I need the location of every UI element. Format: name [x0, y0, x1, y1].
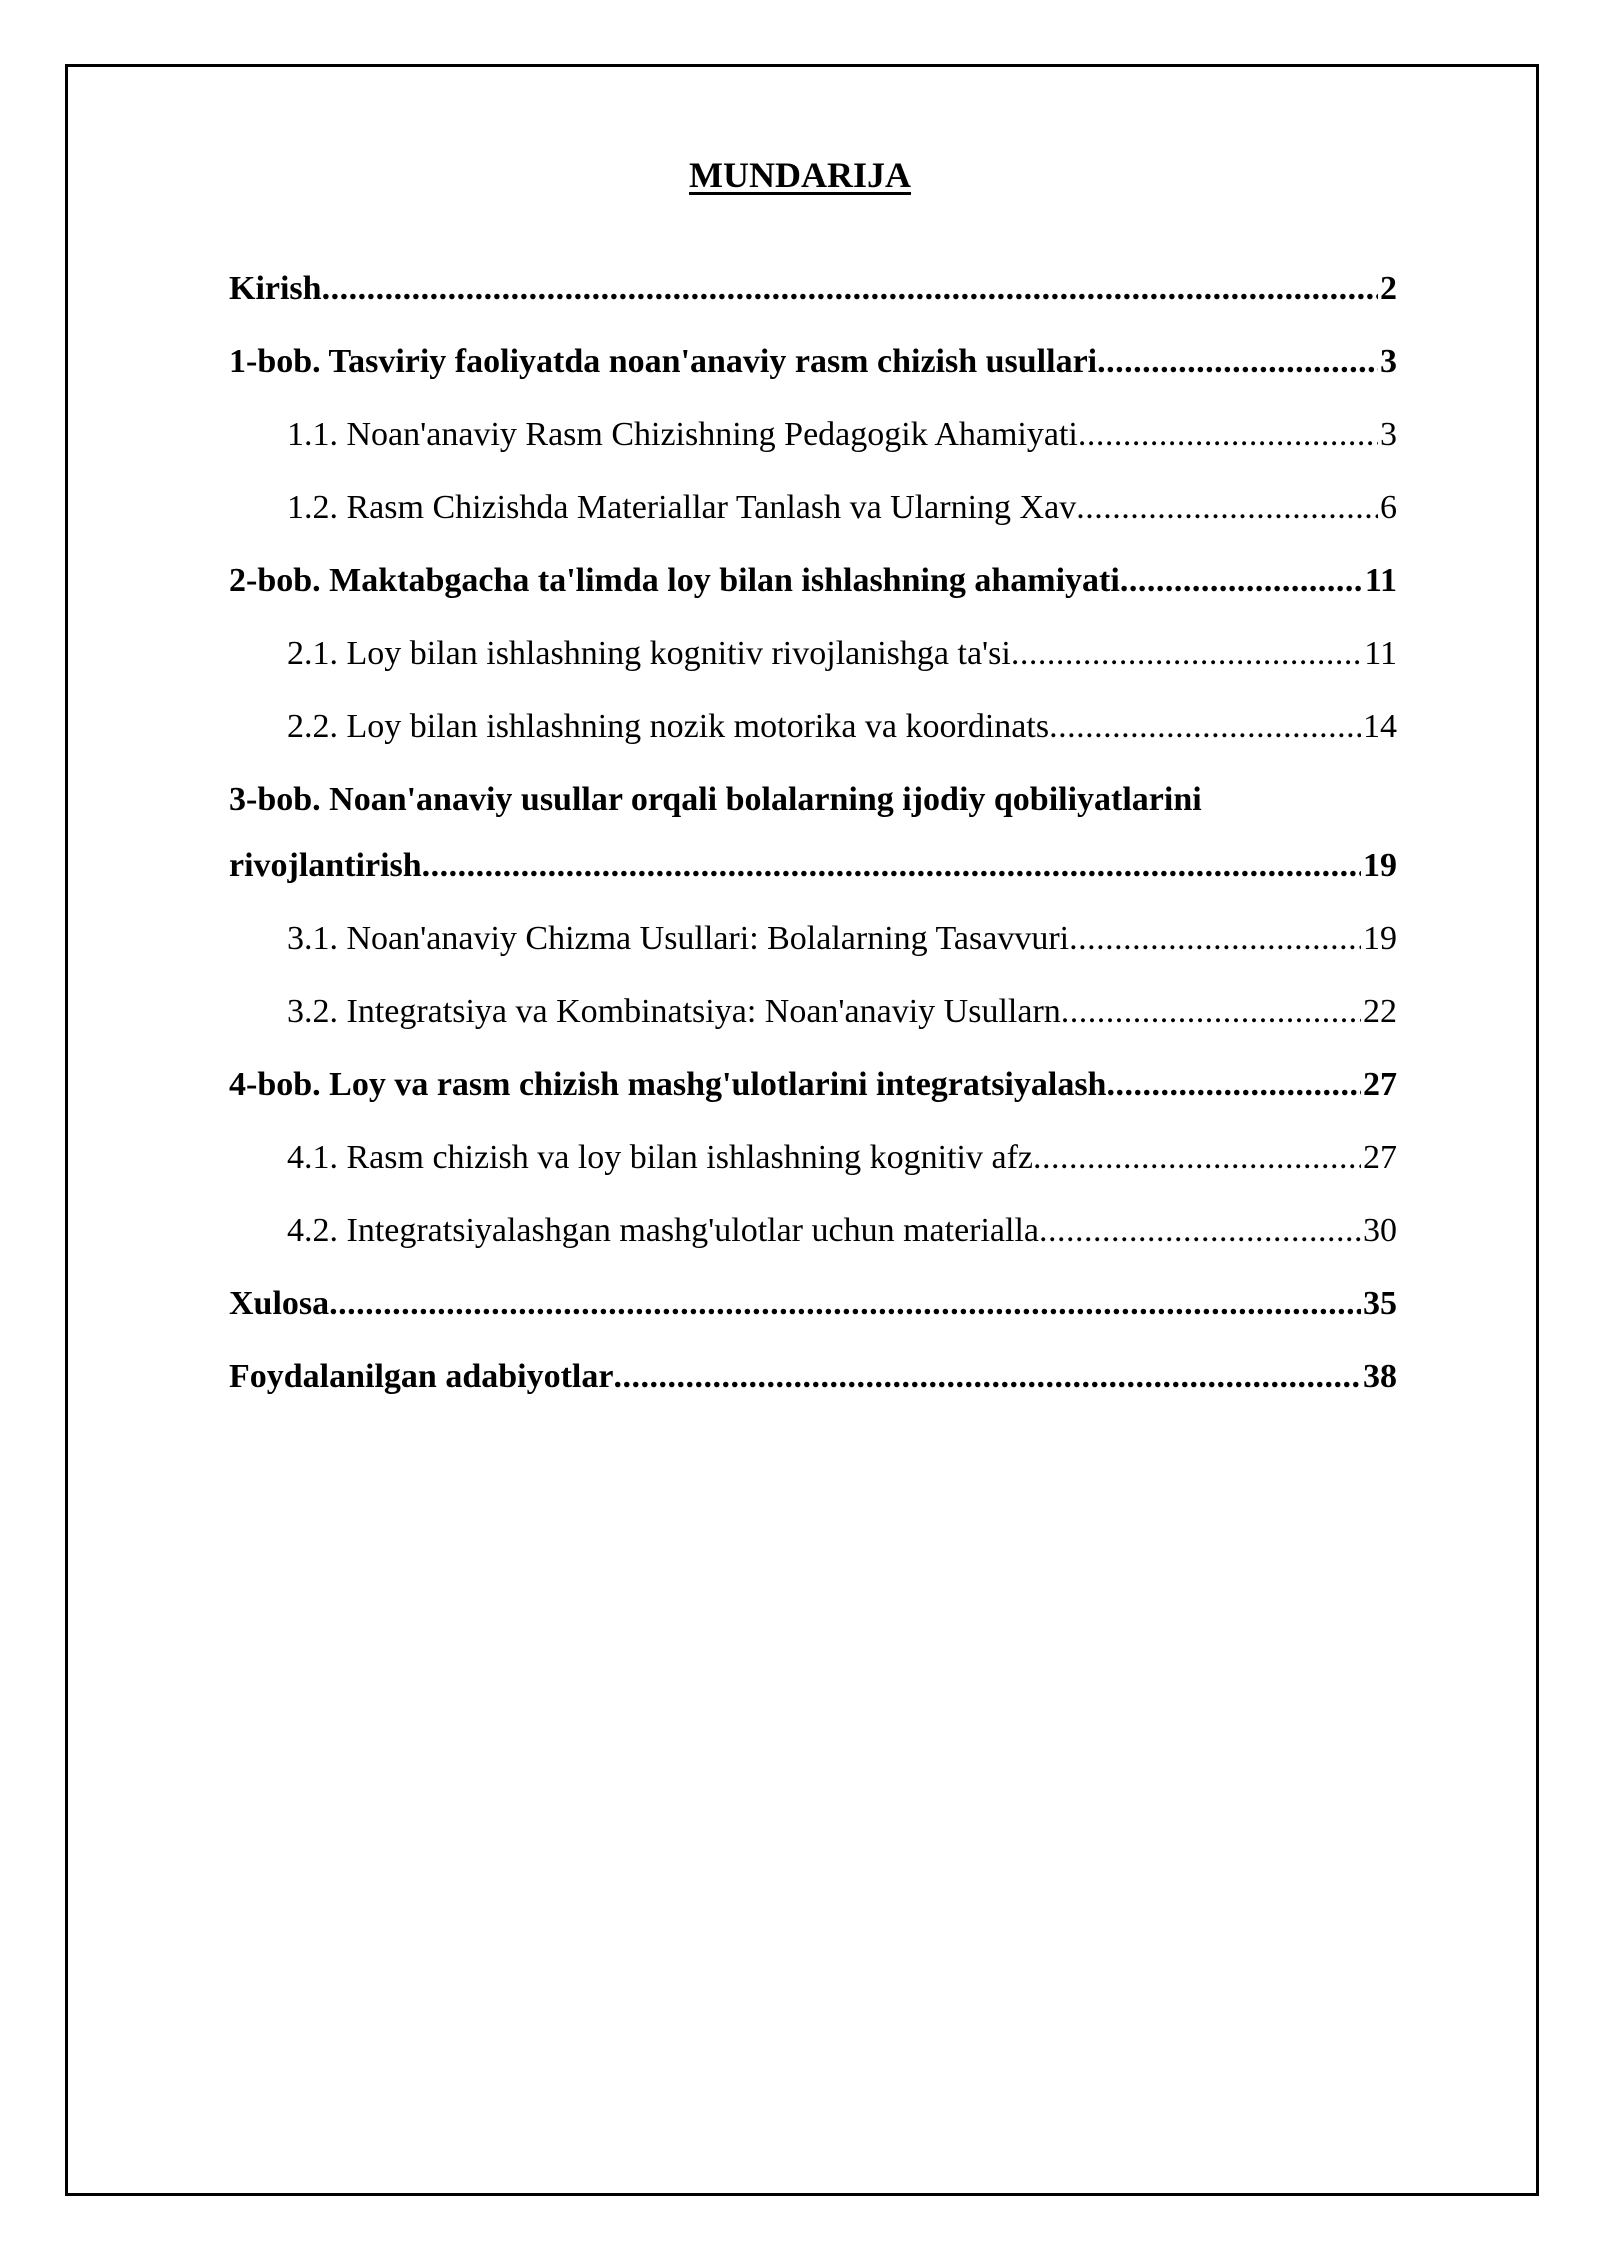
toc-entry-section-3-2[interactable]	[229, 989, 1397, 1062]
toc-leader-dots	[1076, 485, 1378, 531]
toc-page-number: 27	[1363, 1139, 1397, 1176]
toc-leader-dots	[322, 266, 1378, 312]
toc-page-number: 35	[1363, 1285, 1397, 1322]
toc-leader-dots	[1061, 989, 1361, 1035]
toc-page-number: 22	[1363, 993, 1397, 1030]
toc-entry-label: 2.2. Loy bilan ishlashning nozik motorika va koordinats	[287, 708, 1050, 745]
toc-entry-label: 3.1. Noan'anaviy Chizma Usullari: Bolalarning Tasavvuri	[287, 920, 1070, 957]
toc-leader-dots	[1033, 1135, 1361, 1181]
toc-page-number: 30	[1363, 1212, 1397, 1249]
toc-entry-references[interactable]	[229, 1354, 1397, 1427]
toc-leader-dots	[1120, 558, 1363, 604]
toc-entry-kirish[interactable]	[229, 266, 1397, 339]
toc-page-number: 19	[1363, 920, 1397, 957]
toc-page-number: 11	[1364, 562, 1397, 599]
toc-entry-section-4-1[interactable]	[229, 1135, 1397, 1208]
toc-entry-section-4-2[interactable]	[229, 1208, 1397, 1281]
toc-leader-dots	[329, 1281, 1361, 1327]
toc-entry-section-3-1[interactable]	[229, 916, 1397, 989]
toc-page-number: 14	[1363, 708, 1397, 745]
toc-entry-section-2-2[interactable]	[229, 704, 1397, 777]
toc-entry-section-1-1[interactable]	[229, 412, 1397, 485]
table-of-contents	[229, 266, 1397, 1427]
toc-entry-label-line-2: rivojlantirish	[229, 847, 422, 884]
toc-entry-xulosa[interactable]	[229, 1281, 1397, 1354]
toc-entry-label: Kirish	[229, 270, 322, 307]
toc-page-number: 3	[1380, 416, 1397, 453]
toc-page-number: 6	[1380, 489, 1397, 526]
toc-entry-label: Xulosa	[229, 1285, 330, 1322]
toc-page-number: 2	[1380, 270, 1397, 307]
toc-leader-dots	[613, 1354, 1361, 1400]
toc-entry-section-1-2[interactable]	[229, 485, 1397, 558]
toc-entry-chapter-1[interactable]	[229, 339, 1397, 412]
toc-entry-label: 1.1. Noan'anaviy Rasm Chizishning Pedagogik Ahamiyati	[287, 416, 1078, 453]
toc-leader-dots	[1078, 412, 1378, 458]
toc-entry-section-2-1[interactable]	[229, 631, 1397, 704]
toc-page-number: 11	[1364, 635, 1397, 672]
toc-entry-label: 4.2. Integratsiyalashgan mashg'ulotlar uchun materialla	[287, 1212, 1040, 1249]
toc-leader-dots	[1069, 916, 1361, 962]
toc-entry-chapter-2[interactable]	[229, 558, 1397, 631]
toc-entry-chapter-3[interactable]	[229, 777, 1397, 889]
toc-leader-dots	[1049, 704, 1361, 750]
toc-leader-dots	[1011, 631, 1362, 677]
toc-leader-dots	[1097, 339, 1378, 385]
toc-leader-dots	[1106, 1062, 1361, 1108]
toc-entry-label: 4.1. Rasm chizish va loy bilan ishlashning kognitiv afz	[287, 1139, 1034, 1176]
toc-entry-chapter-4[interactable]	[229, 1062, 1397, 1135]
toc-page-number: 27	[1363, 1066, 1397, 1103]
toc-entry-label: Foydalanilgan adabiyotlar	[229, 1358, 614, 1395]
toc-entry-label: 1.2. Rasm Chizishda Materiallar Tanlash va Ularning Xav	[287, 489, 1077, 526]
toc-entry-label: 2-bob. Maktabgacha ta'limda loy bilan ishlashning ahamiyati	[229, 562, 1120, 599]
toc-entry-label: 4-bob. Loy va rasm chizish mashg'ulotlarini integratsiyalash	[229, 1066, 1107, 1103]
toc-entry-label: 3.2. Integratsiya va Kombinatsiya: Noan'anaviy Usullarn	[287, 993, 1061, 1030]
toc-entry-label: 1-bob. Tasviriy faoliyatda noan'anaviy rasm chizish usullari	[229, 343, 1098, 380]
toc-entry-label: 2.1. Loy bilan ishlashning kognitiv rivojlanishga ta'si	[287, 635, 1011, 672]
toc-leader-dots	[1039, 1208, 1361, 1254]
toc-entry-label-line-1: 3-bob. Noan'anaviy usullar orqali bolalarning ijodiy qobiliyatlarini	[229, 781, 1202, 818]
toc-page-number: 3	[1380, 343, 1397, 380]
toc-leader-dots	[422, 843, 1361, 889]
toc-page-number: 38	[1363, 1358, 1397, 1395]
document-title: MUNDARIJA	[689, 155, 911, 195]
toc-page-number: 19	[1363, 847, 1397, 884]
